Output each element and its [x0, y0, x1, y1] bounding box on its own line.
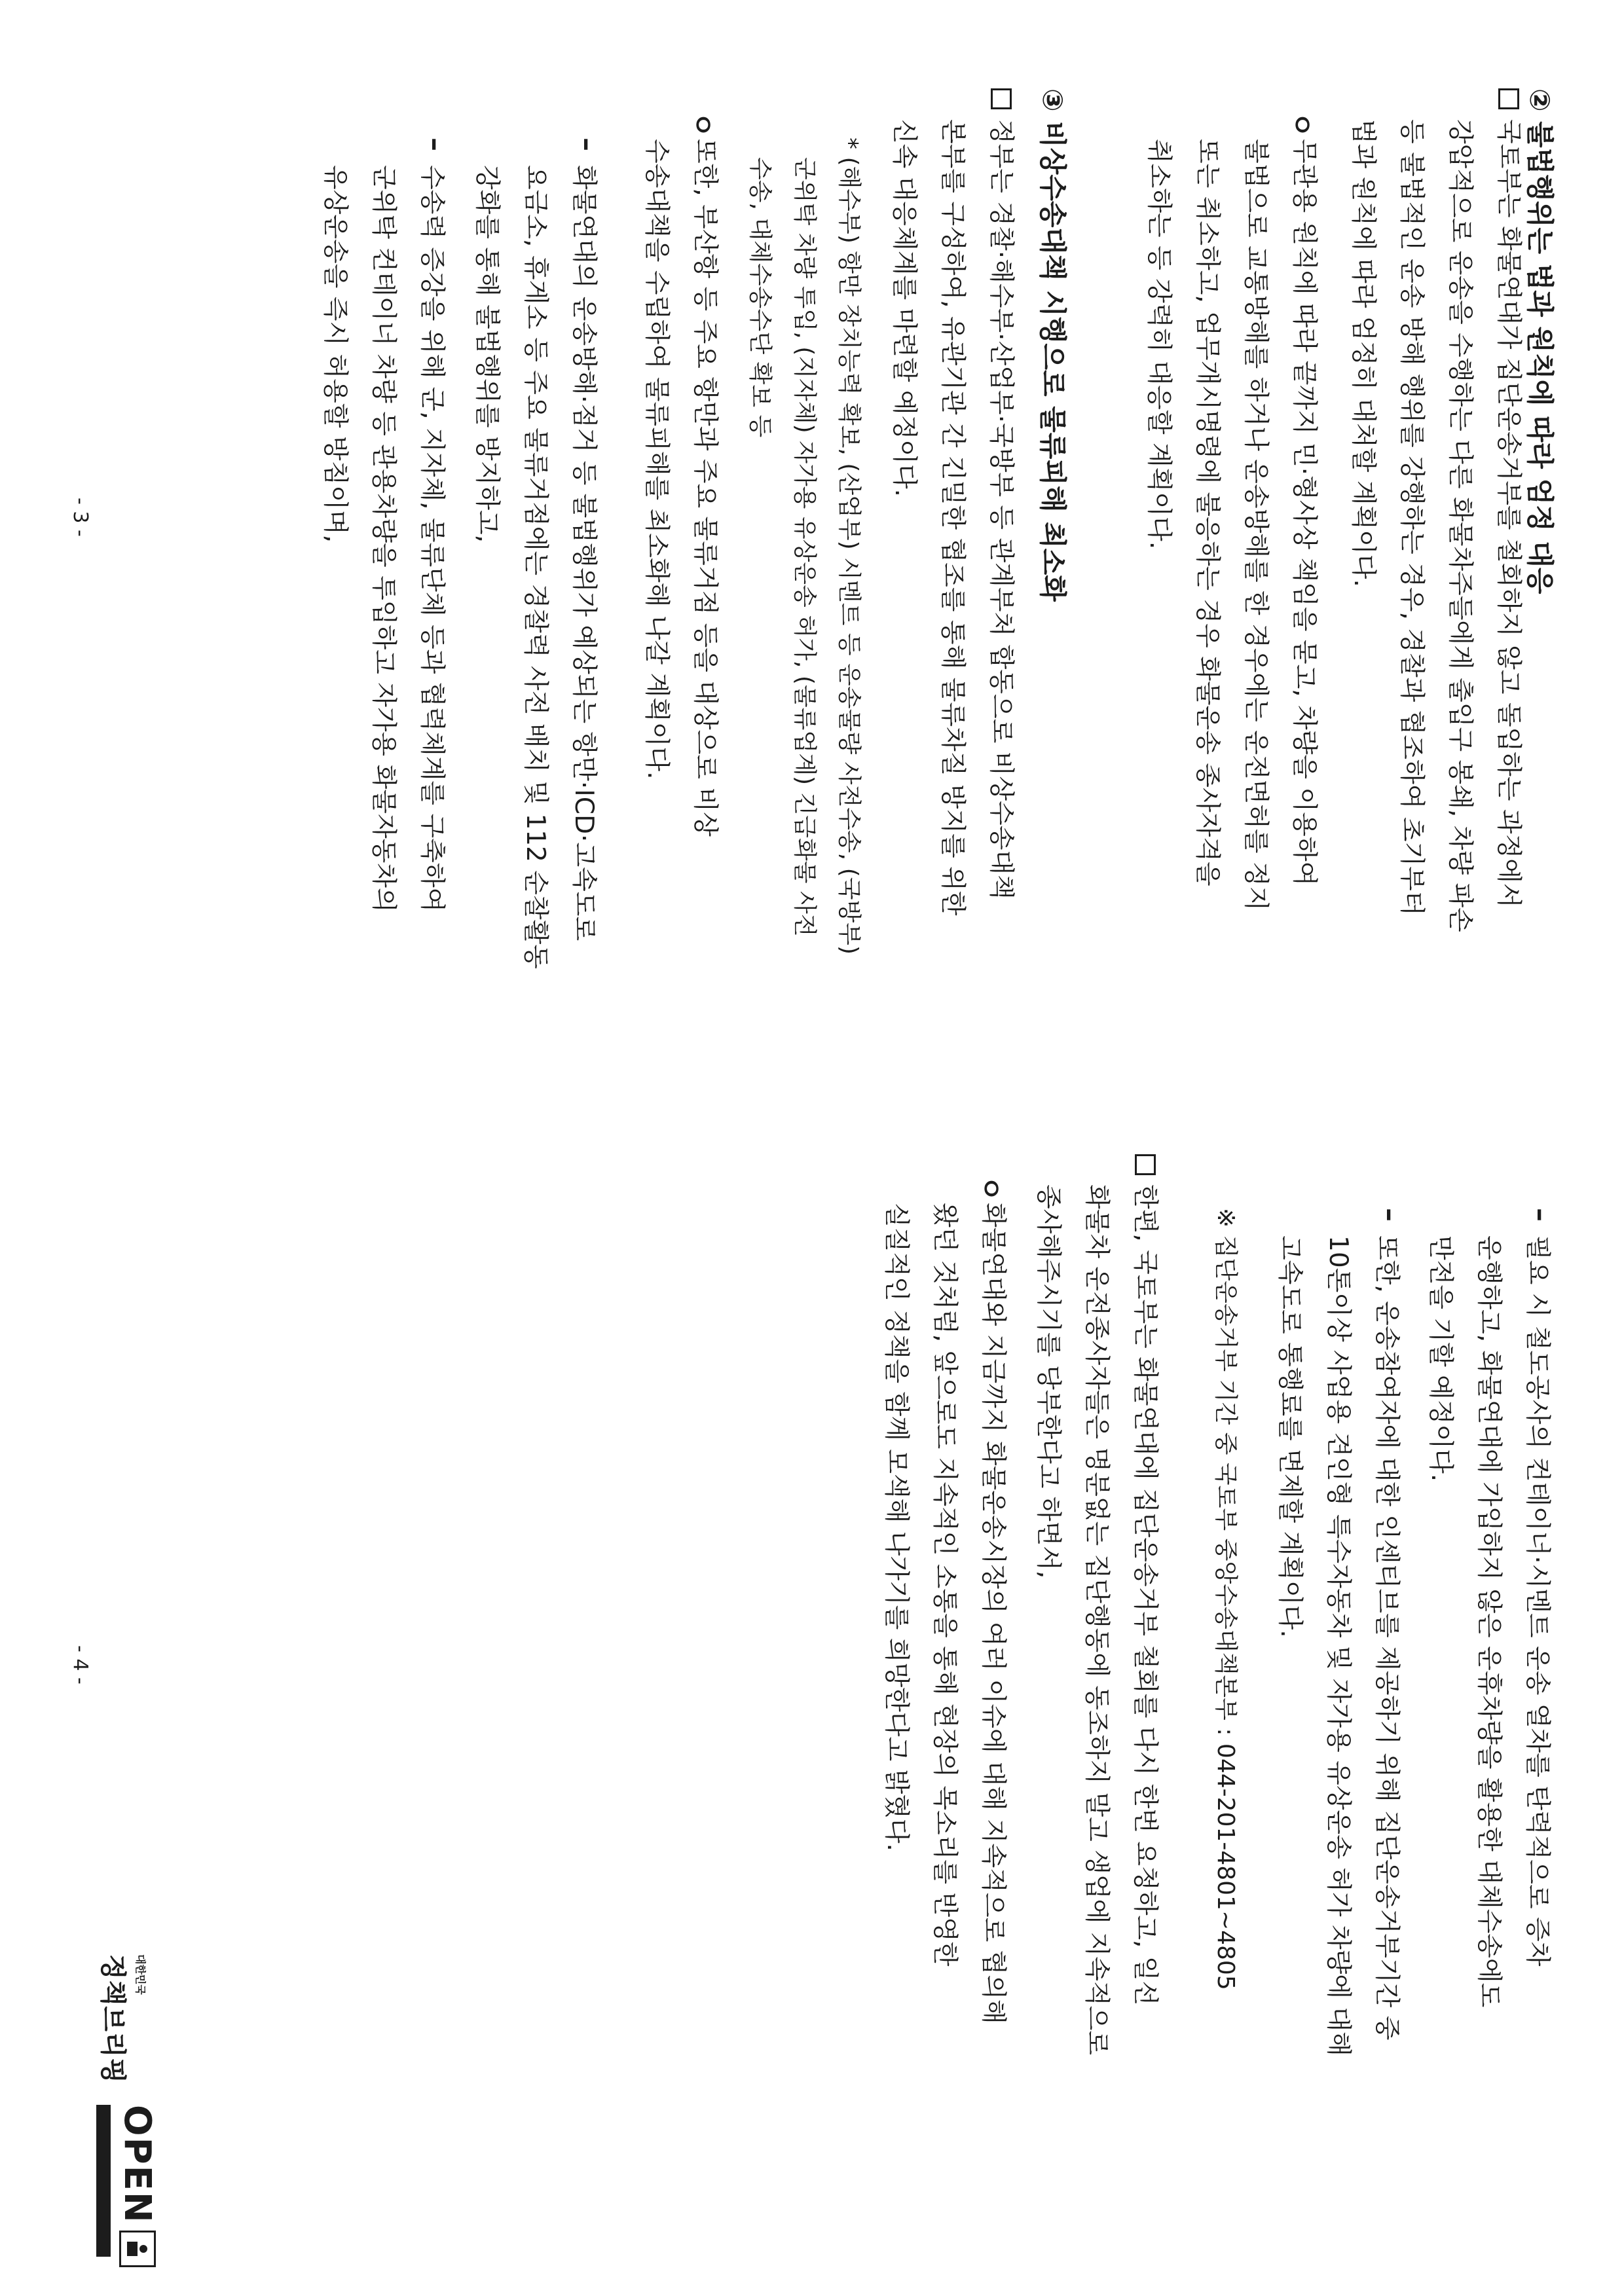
circle-bullet: ㅇ	[686, 111, 718, 138]
checkbox-bullet	[1498, 88, 1519, 109]
circle-bullet: ㅇ	[1285, 111, 1318, 138]
checkbox-bullet	[1135, 1154, 1156, 1175]
footnote-agencies: * (해수부) 항만 장치능력 확보, (산업부) 시멘트 등 운송물량 사전수송, (국방부) 군위탁 차량 투입, (지자체) 자가용 유상운송 허가, (물류업계) 긴급화물 사전 수송, 대체수송수단 확보 등	[747, 137, 862, 955]
open-logo-bar	[96, 2105, 111, 2257]
open-license-icon	[119, 2231, 156, 2267]
dash-bullet: –	[1525, 1208, 1557, 1222]
dash-bullet: –	[572, 137, 604, 151]
dash-bullet: –	[1375, 1208, 1407, 1222]
paragraph-s3-3: 화물연대의 운송방해·점거 등 불법행위가 예상되는 항만·ICD·고속도로 요금소, 휴게소 등 주요 물류거점에는 경찰력 사전 배치 및 112 순찰활동 강화를 통해 불법행위를 방지하고,	[472, 165, 599, 970]
section-title-3: ③ 비상수송대책 시행으로 물류피해 최소화	[1037, 88, 1069, 602]
paragraph-s3-1: 정부는 경찰·해수부·산업부·국방부 등 관계부처 합동으로 비상수송대책 본부를 구성하여, 유관기관 간 긴밀한 협조를 통해 물류차질 방지를 위한 신속 대응체계를 마련할 예정이다.	[889, 119, 1016, 916]
page-number: - 4 -	[69, 1645, 92, 1685]
paragraph-s2-1: 국토부는 화물연대가 집단운송거부를 철회하지 않고 돌입하는 과정에서 강압적으로 운송을 수행하는 다른 화물차주들에게 출입구 봉쇄, 차량 파손 등 불법적인 운송 방해 행위를 강행하는 경우, 경찰과 협조하여 초기부터 법과 원칙에 따라 엄정히 대처할 계획이다.	[1348, 119, 1523, 932]
paragraph-r-2: 또한, 운송참여자에 대한 인센티브를 제공하기 위해 집단운송거부기간 중 10톤이상 사업용 견인형 특수자동차 및 자가용 유상운송 허가 차량에 대해 고속도로 통행료를 면제할 계획이다.	[1275, 1235, 1401, 2056]
section-title-2: ② 불법행위는 법과 원칙에 따라 엄정 대응	[1524, 88, 1556, 594]
circle-bullet: ㅇ	[974, 1175, 1006, 1202]
paragraph-s3-2: 또한, 부산항 등 주요 항만과 주요 물류거점 등을 대상으로 비상 수송대책을 수립하여 물류피해를 최소화해 나갈 계획이다.	[642, 139, 720, 837]
paragraph-r-1: 필요 시 철도공사의 컨테이너·시멘트 운송 열차를 탄력적으로 증차 운행하고, 화물연대에 가입하지 않은 운휴차량을 활용한 대체수송에도 만전을 기할 예정이다.	[1426, 1235, 1552, 2008]
contact-note: ※ 집단운송거부 기간 중 국토부 중앙수송대책본부 : 044-201-4801~4805	[1212, 1208, 1239, 1990]
page-number: - 3 -	[69, 498, 92, 537]
paragraph-r-4: 화물연대와 지금까지 화물운송시장의 여러 이슈에 대해 지속적으로 협의해 왔던 것처럼, 앞으로도 지속적인 소통을 통해 현장의 목소리를 반영한 실질적인 정책을 함께 모색해 나가기를 희망한다고 밝혔다.	[881, 1203, 1008, 2024]
korea-policy-briefing-logo: 대한민국 정책브리핑	[98, 1954, 147, 2085]
paragraph-r-3: 한편, 국토부는 화물연대에 집단운송거부 철회를 다시 한번 요청하고, 일선 화물차 운전종사자들은 명분없는 집단행동에 동조하지 말고 생업에 지속적으로 종사해주시기를 당부한다고 하면서,	[1033, 1184, 1160, 2056]
paragraph-s3-4: 수송력 증강을 위해 군, 지자체, 물류단체 등과 협력체계를 구축하여 군위탁 컨테이너 차량 등 관용차량을 투입하고 자가용 화물자동차의 유상운송을 즉시 허용할 방침이며,	[320, 165, 447, 913]
dash-bullet: –	[420, 137, 452, 151]
open-logo: OPEN	[87, 2105, 160, 2257]
page-4	[0, 1148, 1624, 2296]
checkbox-bullet	[991, 88, 1012, 109]
paragraph-s2-2: 무관용 원칙에 따라 끝까지 민·형사상 책임을 묻고, 차량을 이용하여 불법으로 교통방해를 하거나 운송방해를 한 경우에는 운전면허를 정지 또는 취소하고, 업무개시명령에 불응하는 경우 화물운송 종사자격을 취소하는 등 강력히 대응할 계획이다.	[1144, 139, 1319, 911]
